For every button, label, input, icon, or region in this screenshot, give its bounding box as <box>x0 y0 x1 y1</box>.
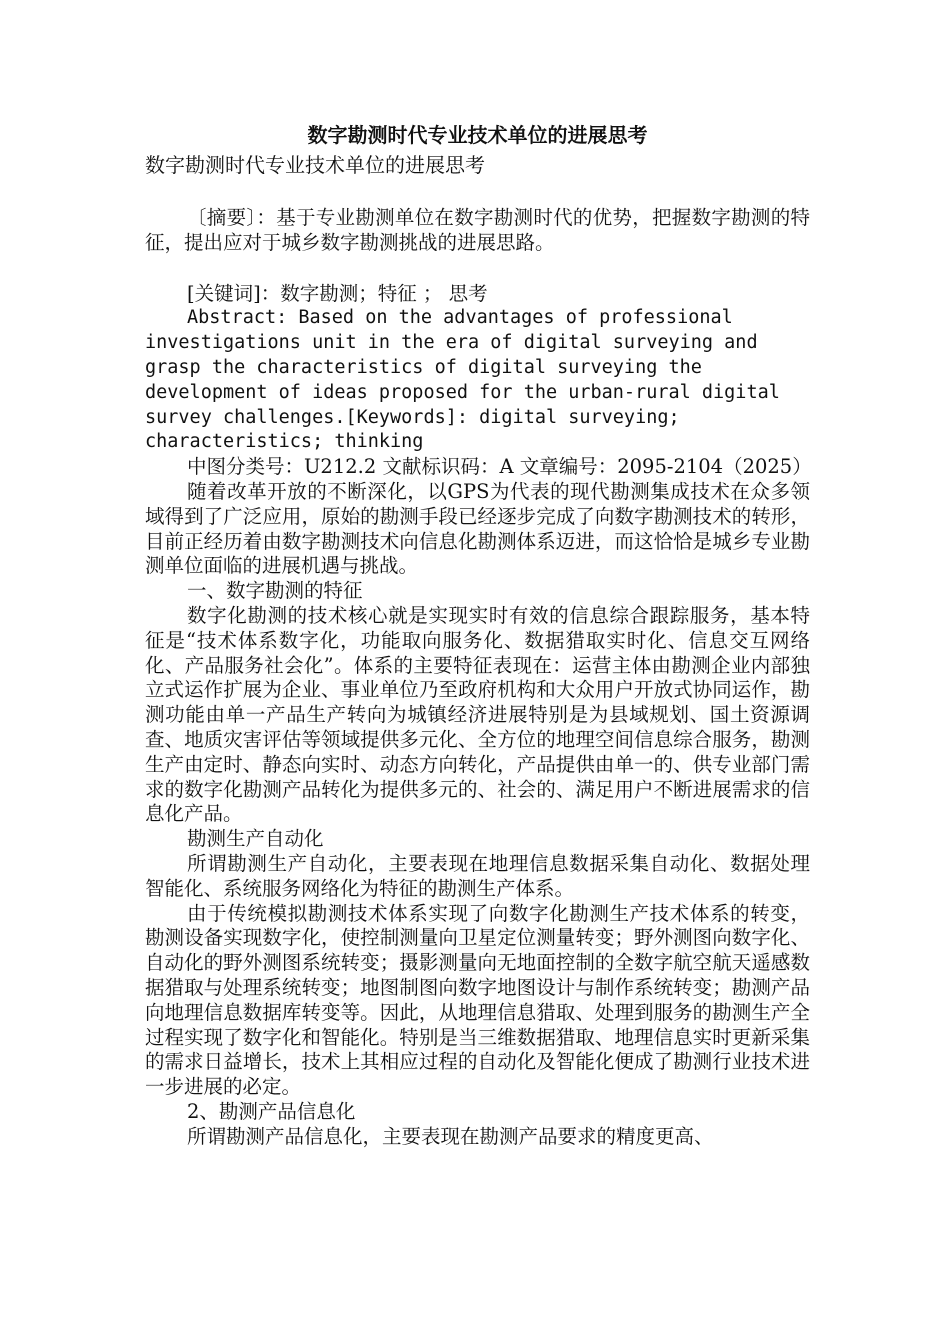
document-subtitle: 数字勘测时代专业技术单位的进展思考 <box>145 153 485 177</box>
paragraph-intro: 随着改革开放的不断深化，以GPS为代表的现代勘测集成技术在众多领域得到了广泛应用，原始的勘测手段已经逐步完成了向数字勘测技术的转形，目前正经历着由数字勘测技术向信息化勘测体系迈进，而这恰恰是城乡专业勘测单位面临的进展机遇与挑战。 <box>145 479 810 578</box>
section-heading-3: 2、勘测产品信息化 <box>187 1099 356 1123</box>
section-heading-2: 勘测生产自动化 <box>187 827 324 851</box>
paragraph-informatization: 所谓勘测产品信息化，主要表现在勘测产品要求的精度更高、 <box>187 1124 714 1148</box>
keywords-cn: [关键词]：数字勘测；特征 ； 思考 <box>187 281 488 305</box>
abstract-cn: 〔摘要〕：基于专业勘测单位在数字勘测时代的优势，把握数字勘测的特征，提出应对于城乡数字勘测挑战的进展思路。 <box>145 206 810 254</box>
classification-line: 中图分类号：U212.2 文献标识码：A 文章编号：2095-2104（2025） <box>187 455 812 479</box>
section-heading-1: 一、数字勘测的特征 <box>187 579 363 603</box>
paragraph-automation-2: 由于传统模拟勘测技术体系实现了向数字化勘测生产技术体系的转变，勘测设备实现数字化，使控制测量向卫星定位测量转变；野外测图向数字化、自动化的野外测图系统转变；摄影测量向无地面控制的全数字航空航天遥感数据猎取与处理系统转变；地图制图向数字地图设计与制作系统转变；勘测产品向地理信息数据库转变等。因此，从地理信息猎取、处理到服务的勘测生产全过程实现了数字化和智能化。特别是当三维数据猎取、地理信息实时更新采集的需求日益增长，技术上其相应过程的自动化及智能化便成了勘测行业技术进一步进展的必定。 <box>145 901 810 1099</box>
spacer <box>145 256 810 282</box>
paragraph-automation-1: 所谓勘测生产自动化，主要表现在地理信息数据采集自动化、数据处理智能化、系统服务网络化为特征的勘测生产体系。 <box>145 851 810 900</box>
abstract-en: Abstract: Based on the advantages of professional investigations unit in the era of digital surveying and grasp the characteristics of digital surveying the development of ideas proposed for the urban-rural digital survey challenges.[Keywords]: digital surveying; characteristics; thinking <box>145 307 780 453</box>
document-title: 数字勘测时代专业技术单位的进展思考 <box>307 123 648 147</box>
document-body <box>145 118 810 1149</box>
spacer <box>145 178 810 204</box>
paragraph-features: 数字化勘测的技术核心就是实现实时有效的信息综合跟踪服务，基本特征是“技术体系数字化，功能取向服务化、数据猎取实时化、信息交互网络化、产品服务社会化”。体系的主要特征表现在：运营主体由勘测企业内部独立式运作扩展为企业、事业单位乃至政府机构和大众用户开放式协同运作，勘测功能由单一产品生产转向为城镇经济进展特别是为县域规划、国土资源调查、地质灾害评估等领域提供多元化、全方位的地理空间信息综合服务，勘测生产由定时、静态向实时、动态方向转化，产品提供由单一的、供专业部门需求的数字化勘测产品转化为提供多元的、社会的、满足用户不断进展需求的信息化产品。 <box>145 603 810 826</box>
